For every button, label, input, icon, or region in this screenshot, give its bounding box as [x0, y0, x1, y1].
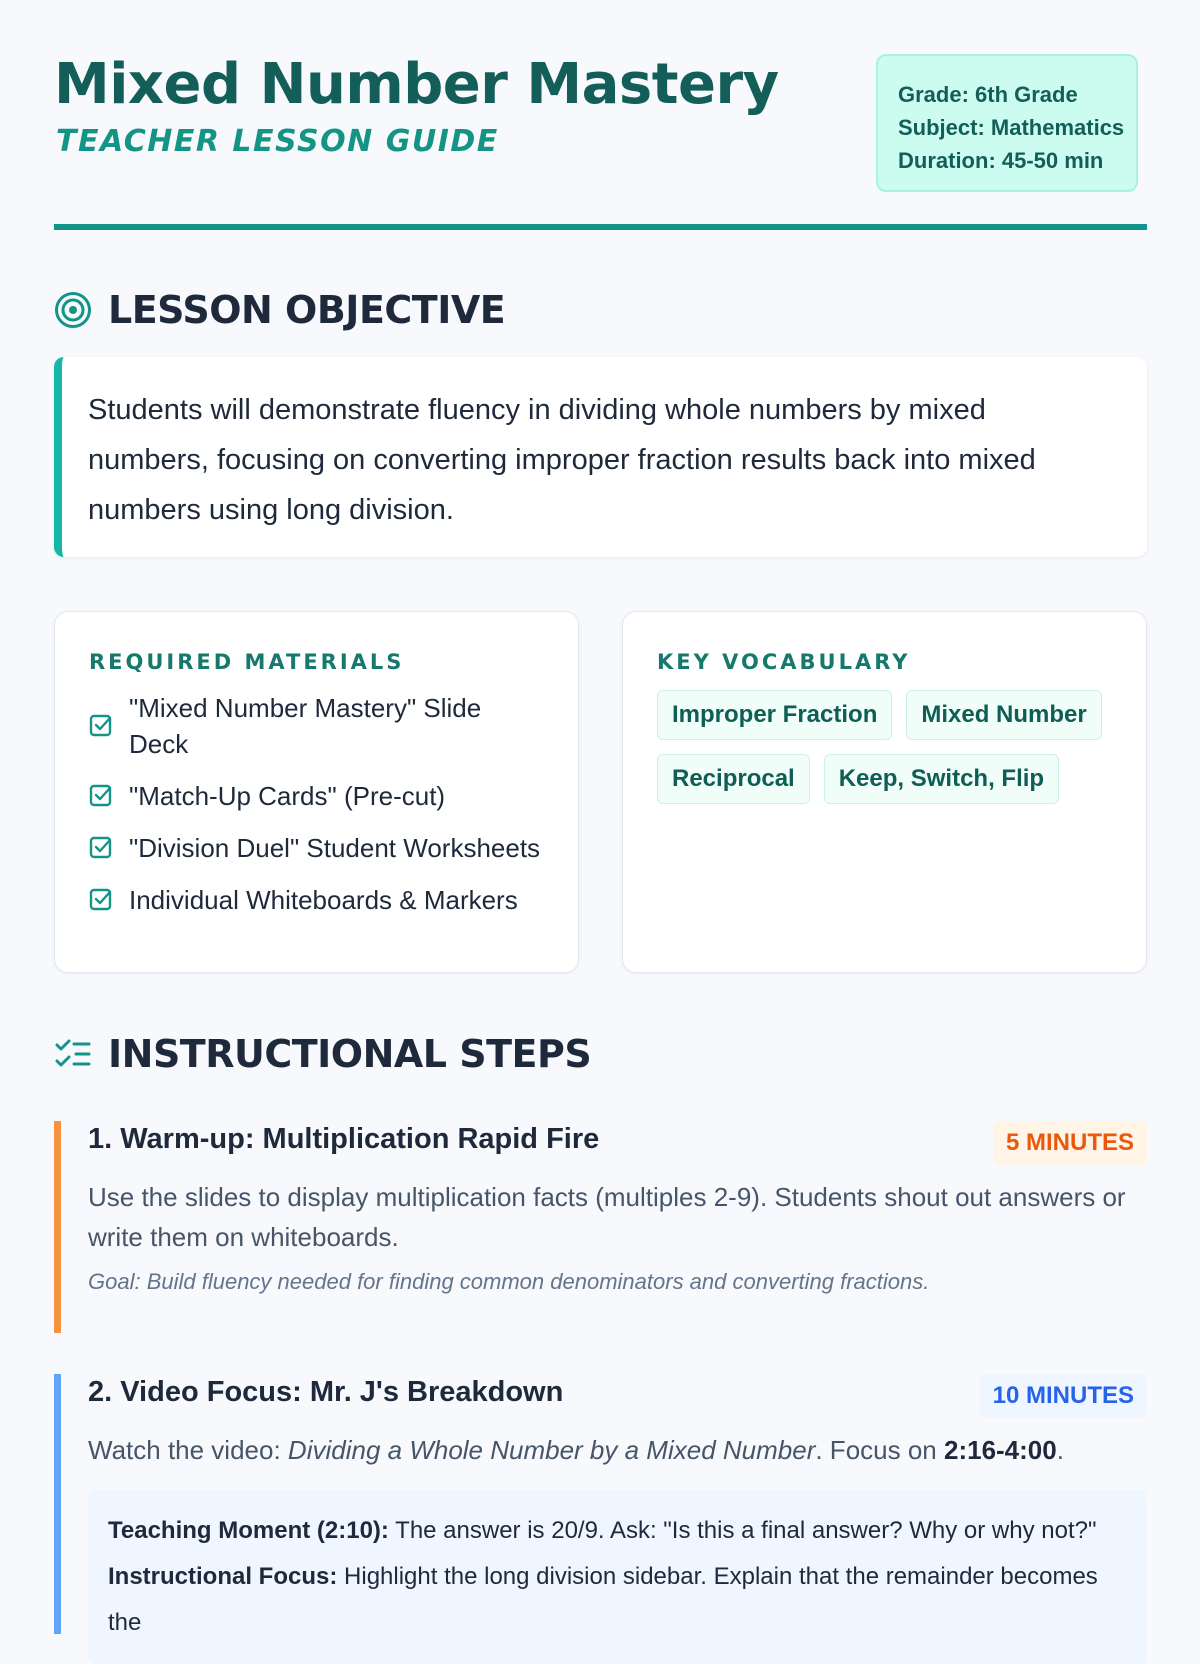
- step-title: 2. Video Focus: Mr. J's Breakdown: [88, 1376, 564, 1408]
- step-description: Use the slides to display multiplication facts (multiples 2-9). Students shout out answers or write them on whiteboards.: [88, 1182, 1126, 1252]
- checklist-icon: [54, 1035, 92, 1073]
- desc-prefix: Watch the video:: [88, 1435, 288, 1465]
- vocabulary-chip: Keep, Switch, Flip: [824, 754, 1059, 804]
- lesson-header: [54, 0, 1147, 230]
- vocabulary-chip: Reciprocal: [657, 754, 810, 804]
- lesson-meta-box: [876, 54, 1138, 192]
- instructional-focus-label: Instructional Focus:: [108, 1563, 338, 1590]
- step-title: 1. Warm-up: Multiplication Rapid Fire: [88, 1123, 600, 1155]
- material-text: "Mixed Number Mastery" Slide Deck: [129, 693, 482, 759]
- vocabulary-chip: Improper Fraction: [657, 690, 892, 740]
- desc-mid: . Focus on: [815, 1435, 944, 1465]
- checkbox-icon: [89, 835, 115, 861]
- objective-text: Students will demonstrate fluency in dividing whole numbers by mixed numbers, focusing on converting improper fraction results back into mixed numbers using long division.: [88, 394, 1036, 526]
- checkbox-icon: [89, 783, 115, 809]
- video-timestamp: 2:16-4:00: [943, 1435, 1057, 1465]
- step-video-focus: [54, 1374, 1147, 1634]
- step-accent-bar: [54, 1121, 61, 1333]
- steps-section-heading: [54, 1029, 591, 1079]
- step-goal: Goal: Build fluency needed for finding common denominators and converting fractions.: [88, 1269, 930, 1294]
- objective-card: [54, 357, 1147, 557]
- teaching-moment-label: Teaching Moment (2:10):: [108, 1517, 389, 1544]
- checkbox-icon: [89, 887, 115, 913]
- target-icon: [54, 291, 92, 329]
- video-title: Dividing a Whole Number by a Mixed Number: [287, 1435, 816, 1465]
- step-duration-badge: 10 MINUTES: [980, 1374, 1147, 1418]
- material-text: "Match-Up Cards" (Pre-cut): [129, 781, 446, 811]
- meta-duration: Duration: 45-50 min: [898, 148, 1104, 173]
- material-item: [89, 690, 546, 762]
- vocabulary-chips: [657, 690, 1114, 804]
- meta-subject: Subject: Mathematics: [898, 115, 1125, 140]
- step-warmup: [54, 1121, 1147, 1333]
- page-subtitle: TEACHER LESSON GUIDE: [56, 124, 499, 159]
- material-text: Individual Whiteboards & Markers: [129, 885, 518, 915]
- meta-grade: Grade: 6th Grade: [898, 82, 1078, 107]
- page-title: Mixed Number Mastery: [54, 52, 779, 117]
- material-text: "Division Duel" Student Worksheets: [129, 833, 541, 863]
- step-description: [88, 1430, 1147, 1470]
- materials-card: [54, 611, 579, 973]
- vocabulary-chip: Mixed Number: [906, 690, 1101, 740]
- objective-heading: LESSON OBJECTIVE: [108, 288, 506, 332]
- checkbox-icon: [89, 713, 115, 739]
- vocabulary-heading: KEY VOCABULARY: [657, 650, 911, 674]
- materials-list: [89, 690, 546, 918]
- header-divider: [54, 224, 1147, 230]
- material-item: [89, 778, 546, 814]
- material-item: [89, 882, 546, 918]
- instructional-focus-text: Highlight the long division sidebar. Explain that the remainder becomes the: [108, 1563, 1098, 1636]
- desc-end: .: [1056, 1435, 1064, 1465]
- step-accent-bar: [54, 1374, 61, 1634]
- objective-section-heading: [54, 285, 505, 335]
- teaching-moment-line: [108, 1508, 1127, 1554]
- instructional-focus-line: [108, 1554, 1127, 1646]
- vocabulary-card: [622, 611, 1147, 973]
- material-item: [89, 830, 546, 866]
- teaching-notes-box: [88, 1490, 1147, 1664]
- materials-heading: REQUIRED MATERIALS: [89, 650, 405, 674]
- step-duration-badge: 5 MINUTES: [993, 1121, 1147, 1165]
- teaching-moment-text: The answer is 20/9. Ask: "Is this a final answer? Why or why not?": [388, 1517, 1097, 1544]
- steps-heading: INSTRUCTIONAL STEPS: [108, 1032, 592, 1076]
